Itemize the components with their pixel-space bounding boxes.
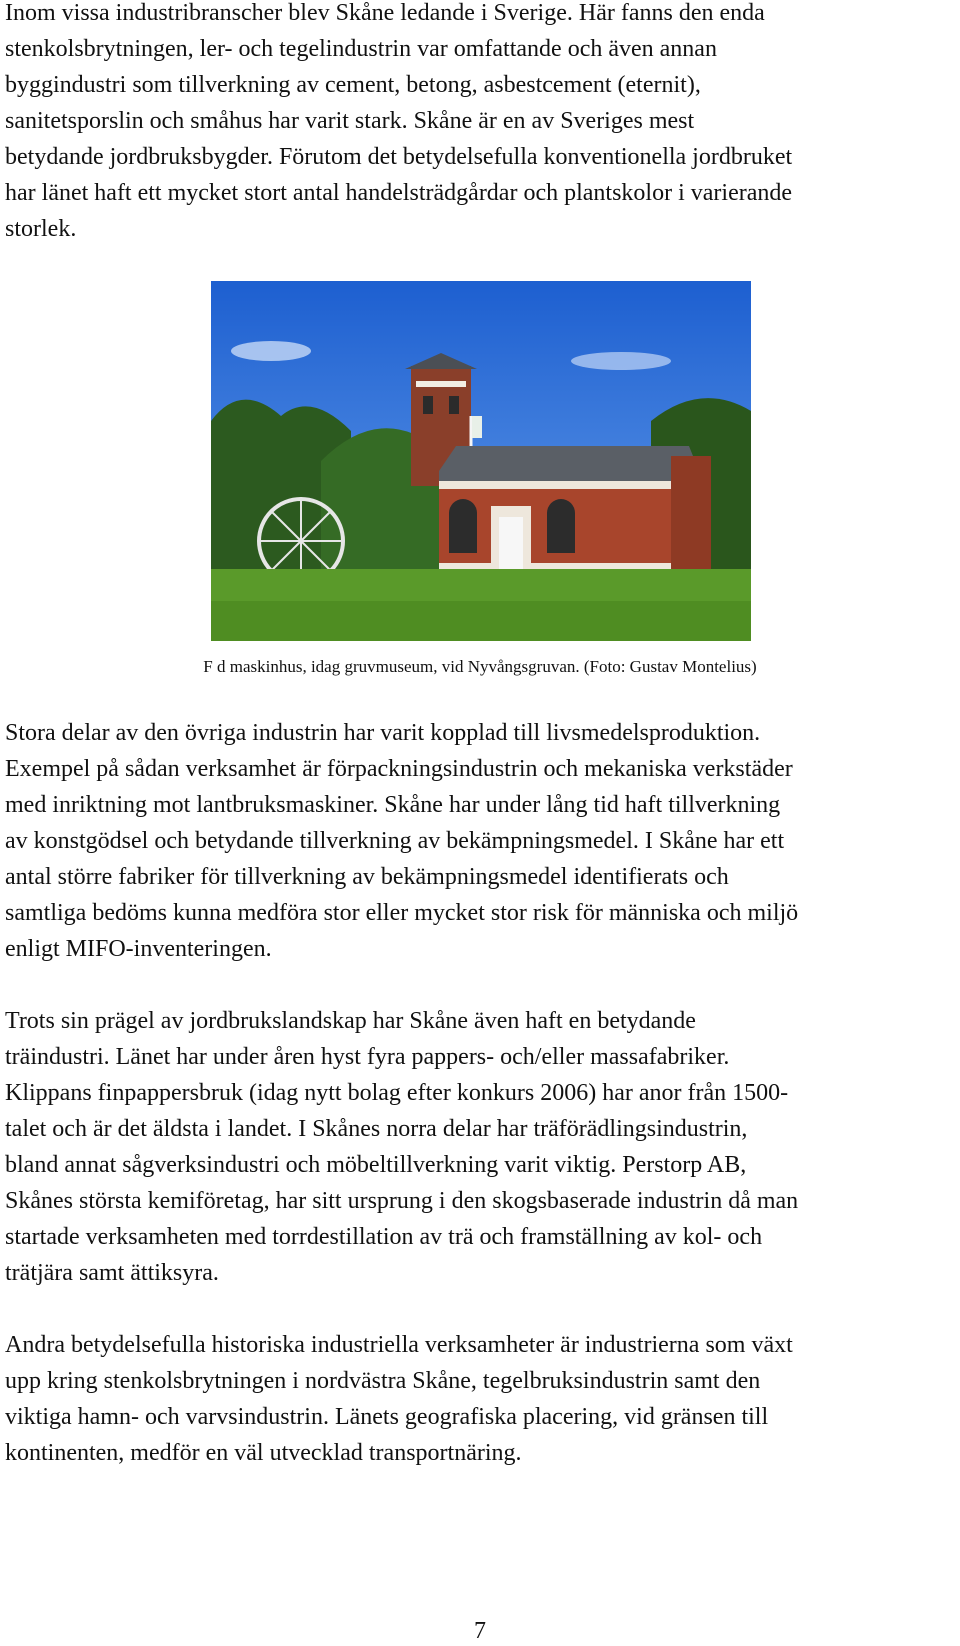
text-line: sanitetsporslin och småhus har varit stark. Skåne är en av Sveriges mest <box>5 108 695 134</box>
text-line: kontinenten, medför en väl utvecklad transportnäring. <box>5 1440 522 1466</box>
text-line: antal större fabriker för tillverkning av bekämpningsmedel identifierats och <box>5 864 729 890</box>
text-line: Andra betydelsefulla historiska industriella verksamheter är industrierna som växt <box>5 1332 793 1358</box>
text-line: bland annat sågverksindustri och möbeltillverkning varit viktig. Perstorp AB, <box>5 1152 747 1178</box>
text-line: enligt MIFO-inventeringen. <box>5 936 272 962</box>
text-line: av konstgödsel och betydande tillverkning av bekämpningsmedel. I Skåne har ett <box>5 828 785 854</box>
page-number: 7 <box>474 1618 486 1644</box>
text-line: trätjära samt ättiksyra. <box>5 1260 219 1286</box>
text-line: Inom vissa industribranscher blev Skåne ledande i Sverige. Här fanns den enda <box>5 0 765 26</box>
text-line: träindustri. Länet har under åren hyst fyra pappers- och/eller massafabriker. <box>5 1044 730 1070</box>
text-line: stenkolsbrytningen, ler- och tegelindustrin var omfattande och även annan <box>5 36 717 62</box>
paragraph-2 <box>5 715 960 967</box>
text-line: talet och är det äldsta i landet. I Skånes norra delar har träförädlingsindustrin, <box>5 1116 748 1142</box>
paragraph-3 <box>5 1003 960 1291</box>
text-line: betydande jordbruksbygder. Förutom det betydelsefulla konventionella jordbruket <box>5 144 793 170</box>
text-line: byggindustri som tillverkning av cement, betong, asbestcement (eternit), <box>5 72 701 98</box>
text-line: Skånes största kemiföretag, har sitt ursprung i den skogsbaserade industrin då man <box>5 1188 799 1214</box>
text-line: Trots sin prägel av jordbrukslandskap har Skåne även haft en betydande <box>5 1008 696 1034</box>
text-line: Klippans finpappersbruk (idag nytt bolag efter konkurs 2006) har anor från 1500- <box>5 1080 789 1106</box>
paragraph-1 <box>5 0 960 247</box>
paragraph-4 <box>5 1327 960 1471</box>
text-line: Exempel på sådan verksamhet är förpackningsindustrin och mekaniska verkstäder <box>5 756 793 782</box>
text-line: viktiga hamn- och varvsindustrin. Länets geografiska placering, vid gränsen till <box>5 1404 769 1430</box>
text-line: startade verksamheten med torrdestillation av trä och framställning av kol- och <box>5 1224 763 1250</box>
text-line: Stora delar av den övriga industrin har varit kopplad till livsmedelsproduktion. <box>5 720 761 746</box>
text-line: storlek. <box>5 216 77 242</box>
text-line: med inriktning mot lantbruksmaskiner. Skåne har under lång tid haft tillverkning <box>5 792 781 818</box>
photo-engine-house <box>211 281 751 641</box>
text-line: samtliga bedöms kunna medföra stor eller mycket stor risk för människa och miljö <box>5 900 799 926</box>
text-line: har länet haft ett mycket stort antal handelsträdgårdar och plantskolor i varierande <box>5 180 793 206</box>
text-line: upp kring stenkolsbrytningen i nordvästra Skåne, tegelbruksindustrin samt den <box>5 1368 761 1394</box>
figure-caption: F d maskinhus, idag gruvmuseum, vid Nyvångsgruvan. (Foto: Gustav Montelius) <box>203 657 757 676</box>
